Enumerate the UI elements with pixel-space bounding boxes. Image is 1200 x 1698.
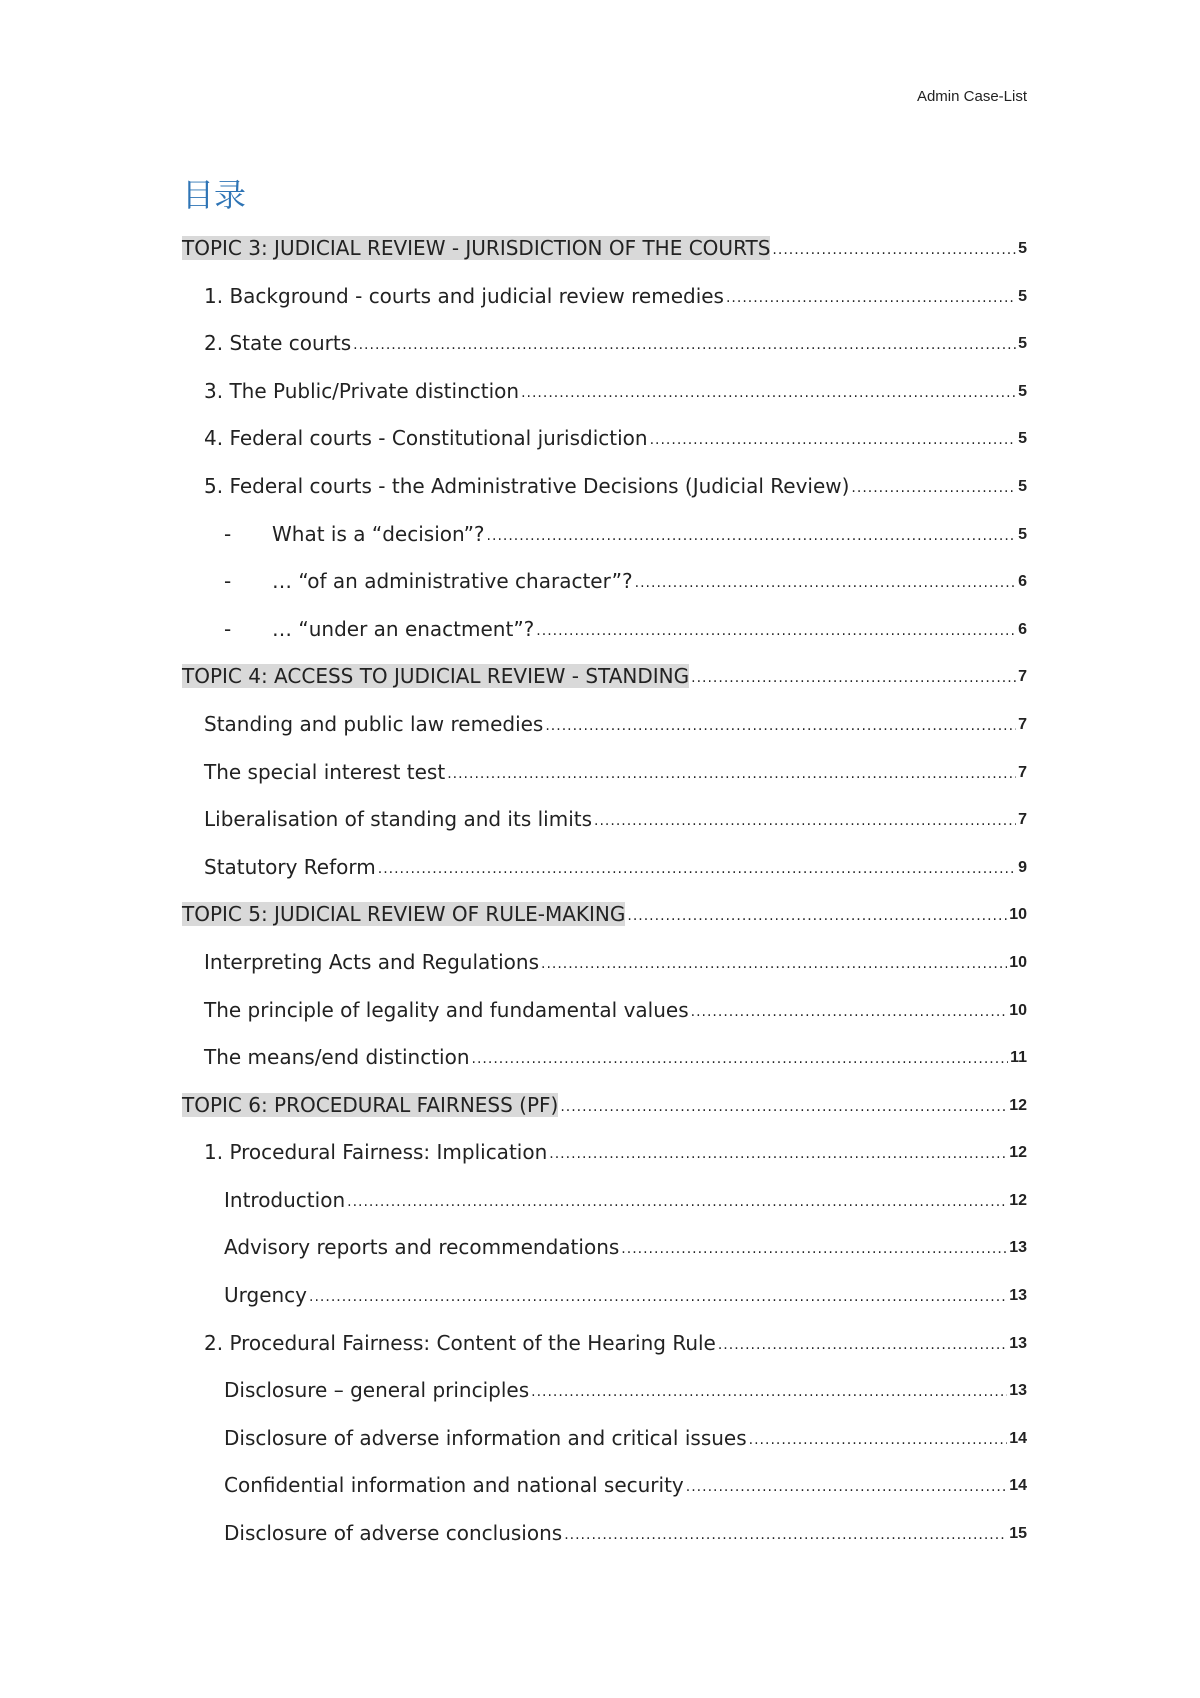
toc-entry-page-number: 10 (1009, 1001, 1027, 1019)
toc-entry-label: Standing and public law remedies (204, 711, 544, 736)
toc-entry-page-number: 13 (1009, 1334, 1027, 1352)
toc-entry-page-number: 11 (1010, 1049, 1027, 1067)
toc-entry-label: 1. Background - courts and judicial review remedies (204, 283, 724, 308)
toc-entry-label: Interpreting Acts and Regulations (204, 949, 539, 974)
toc-entry-label: Confidential information and national security (224, 1473, 684, 1498)
dot-leader (309, 1282, 1007, 1312)
toc-entry-label: What is a “decision”? (272, 521, 485, 546)
toc-entry-label: 1. Procedural Fairness: Implication (204, 1140, 548, 1165)
toc-entry[interactable] (182, 616, 1027, 664)
dot-leader (531, 1377, 1007, 1407)
toc-entry-page-number: 13 (1009, 1287, 1027, 1305)
toc-entry-page-number: 5 (1018, 287, 1027, 305)
dot-leader (549, 1139, 1007, 1169)
toc-entry[interactable] (182, 378, 1027, 426)
toc-entry-page-number: 5 (1018, 335, 1027, 353)
toc-entry[interactable] (182, 759, 1027, 807)
toc-entry[interactable] (182, 1044, 1027, 1092)
toc-entry-page-number: 6 (1018, 573, 1027, 591)
toc-entry-label: TOPIC 5: JUDICIAL REVIEW OF RULE-MAKING (182, 902, 626, 927)
toc-entry-label: 3. The Public/Private distinction (204, 378, 520, 403)
toc-entry[interactable] (182, 1330, 1027, 1378)
dot-leader (718, 1330, 1007, 1360)
toc-entry-label: Disclosure – general principles (224, 1378, 530, 1403)
toc-entry[interactable] (182, 806, 1027, 854)
toc-entry[interactable] (182, 711, 1027, 759)
toc-entry[interactable] (182, 949, 1027, 997)
dot-leader (691, 663, 1016, 693)
toc-entry[interactable] (182, 283, 1027, 331)
dot-leader (353, 330, 1016, 360)
dot-leader (635, 568, 1016, 598)
toc-entry-label: … “of an administrative character”? (272, 569, 633, 594)
toc-entry-page-number: 10 (1009, 906, 1027, 924)
toc-entry-label: 2. State courts (204, 331, 352, 356)
toc-entry-label: The principle of legality and fundamental values (204, 997, 689, 1022)
toc-entry-page-number: 5 (1018, 240, 1027, 257)
dot-leader (472, 1044, 1009, 1074)
toc-entry-page-number: 15 (1009, 1525, 1027, 1543)
toc-entry-page-number: 13 (1009, 1239, 1027, 1257)
toc-entry-page-number: 10 (1009, 953, 1027, 971)
dot-leader (621, 1234, 1007, 1264)
toc-entry[interactable] (182, 330, 1027, 378)
toc-entry[interactable] (182, 1282, 1027, 1330)
toc-entry-bullet: - (224, 569, 232, 594)
dot-leader (447, 759, 1016, 789)
toc-entry-label: … “under an enactment”? (272, 616, 535, 641)
toc-entry-page-number: 5 (1018, 382, 1027, 400)
dot-leader (541, 949, 1007, 979)
dot-leader (650, 425, 1017, 455)
toc-entry-page-number: 5 (1018, 430, 1027, 448)
toc-entry-page-number: 14 (1009, 1477, 1027, 1495)
toc-entry-label: Statutory Reform (204, 854, 376, 879)
toc-entry-page-number: 7 (1018, 715, 1027, 733)
dot-leader (594, 806, 1016, 836)
toc-entry-label: TOPIC 4: ACCESS TO JUDICIAL REVIEW - STANDING (182, 664, 690, 689)
toc-entry-page-number: 13 (1009, 1382, 1027, 1400)
toc-entry[interactable] (182, 1472, 1027, 1520)
dot-leader (772, 235, 1016, 265)
toc-entry-label: Advisory reports and recommendations (224, 1235, 620, 1260)
toc-entry-bullet: - (224, 616, 232, 641)
toc-entry-label: 5. Federal courts - the Administrative Decisions (Judicial Review) (204, 473, 850, 498)
toc-entry[interactable] (182, 568, 1027, 616)
toc-entry[interactable] (182, 854, 1027, 902)
dot-leader (726, 283, 1016, 313)
dot-leader (536, 616, 1016, 646)
toc-entry[interactable] (182, 425, 1027, 473)
dot-leader (627, 901, 1007, 931)
toc-entry-label: The special interest test (204, 759, 446, 784)
toc-entry-label: 2. Procedural Fairness: Content of the Hearing Rule (204, 1330, 716, 1355)
dot-leader (487, 521, 1017, 551)
toc-entry[interactable] (182, 521, 1027, 569)
toc-title: 目录 (182, 176, 247, 214)
toc-entry-page-number: 7 (1018, 811, 1027, 829)
toc-entry-page-number: 5 (1018, 477, 1027, 495)
toc-entry[interactable] (182, 1425, 1027, 1473)
toc-entry-label: Disclosure of adverse conclusions (224, 1521, 563, 1546)
toc-entry-page-number: 12 (1009, 1191, 1027, 1209)
toc-entry-page-number: 7 (1018, 668, 1027, 686)
page-header: Admin Case-List (916, 88, 1027, 105)
dot-leader (686, 1472, 1007, 1502)
toc-entry-label: 4. Federal courts - Constitutional jurisdiction (204, 426, 648, 451)
dot-leader (564, 1520, 1007, 1550)
dot-leader (378, 854, 1016, 884)
dot-leader (851, 473, 1016, 503)
dot-leader (545, 711, 1016, 741)
toc-entry[interactable] (182, 901, 1027, 949)
toc-entry-label: TOPIC 6: PROCEDURAL FAIRNESS (PF) (182, 1092, 559, 1117)
table-of-contents (182, 235, 1027, 1568)
toc-entry[interactable] (182, 473, 1027, 521)
toc-entry-page-number: 5 (1018, 525, 1027, 543)
toc-entry-page-number: 12 (1009, 1096, 1027, 1114)
dot-leader (691, 997, 1008, 1027)
toc-entry-label: Introduction (224, 1187, 346, 1212)
dot-leader (749, 1425, 1008, 1455)
toc-entry[interactable] (182, 235, 1027, 283)
toc-entry-label: The means/end distinction (204, 1045, 470, 1070)
toc-entry-label: Urgency (224, 1283, 308, 1308)
toc-entry-page-number: 7 (1018, 763, 1027, 781)
toc-entry-label: Disclosure of adverse information and critical issues (224, 1425, 747, 1450)
dot-leader (560, 1092, 1007, 1122)
toc-entry[interactable] (182, 1092, 1027, 1140)
dot-leader (347, 1187, 1007, 1217)
toc-entry-page-number: 6 (1018, 620, 1027, 638)
toc-entry[interactable] (182, 1520, 1027, 1568)
dot-leader (521, 378, 1016, 408)
toc-entry[interactable] (182, 1377, 1027, 1425)
toc-entry[interactable] (182, 997, 1027, 1045)
toc-entry-bullet: - (224, 521, 232, 546)
toc-entry[interactable] (182, 1234, 1027, 1282)
toc-entry[interactable] (182, 1187, 1027, 1235)
toc-entry-page-number: 12 (1009, 1144, 1027, 1162)
toc-entry[interactable] (182, 663, 1027, 711)
toc-entry-label: Liberalisation of standing and its limits (204, 807, 593, 832)
toc-entry[interactable] (182, 1139, 1027, 1187)
toc-entry-label: TOPIC 3: JUDICIAL REVIEW - JURISDICTION OF THE COURTS (182, 236, 771, 260)
toc-entry-page-number: 9 (1018, 858, 1027, 876)
toc-entry-page-number: 14 (1009, 1429, 1027, 1447)
